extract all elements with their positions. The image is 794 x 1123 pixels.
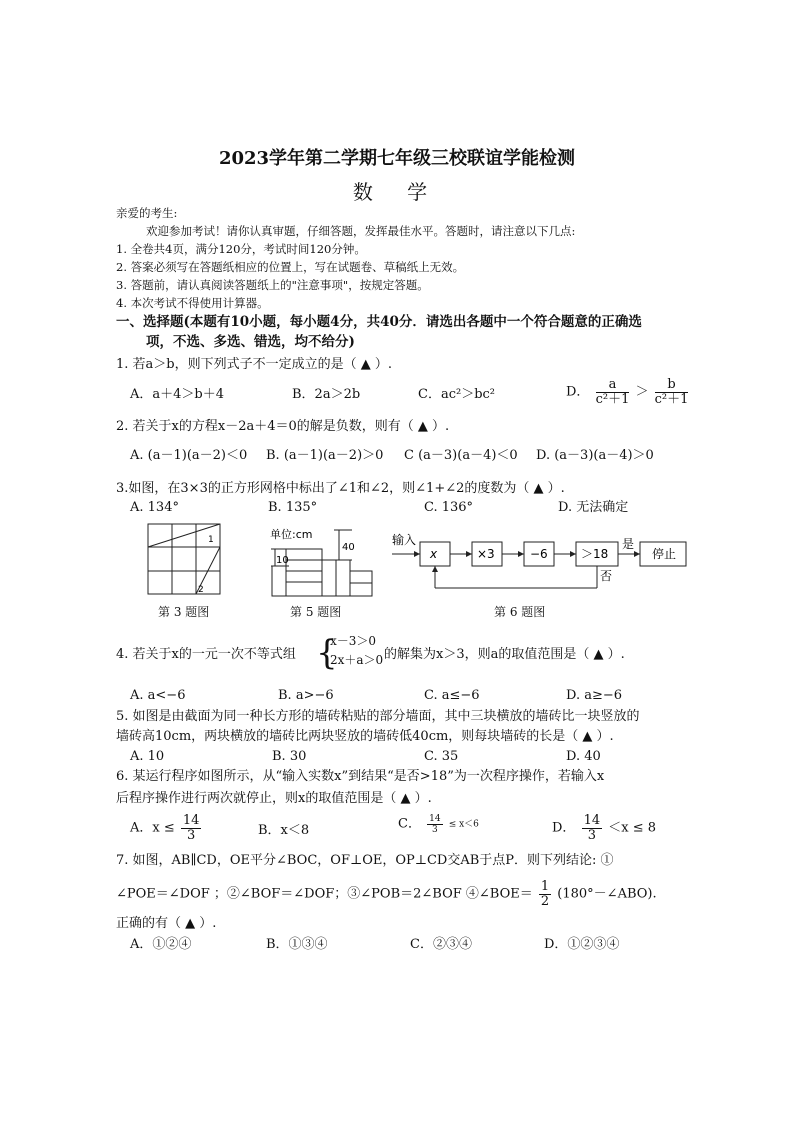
q5-option-a: A. 10	[130, 749, 165, 764]
flow-no-label: 否	[600, 569, 613, 583]
q3-option-d: D. 无法确定	[558, 500, 629, 515]
q7-option-b: B．①③④	[266, 937, 328, 952]
q4-option-a: A. a<−6	[130, 688, 186, 703]
q5-line2: 墙砖高10cm，两块横放的墙砖比两块竖放的墙砖低40cm，则每块墙砖的长是（ ▲ ）.	[116, 729, 614, 744]
figure-3-caption: 第 3 题图	[158, 605, 210, 619]
q6-line2: 后程序操作进行两次就停止，则x的取值范围是（ ▲ ）.	[116, 791, 432, 806]
figure-5-wall	[262, 522, 382, 602]
q2-option-b: B. (a－1)(a－2)＞0	[266, 448, 384, 463]
subject-title: 数 学	[352, 180, 442, 204]
section-heading-line2: 项，不选、多选、错选，均不给分)	[146, 334, 355, 350]
q3-stem: 3.如图，在3×3的正方形网格中标出了∠1和∠2，则∠1+∠2的度数为（ ▲ ）.	[116, 481, 565, 496]
flow-yes-label: 是	[622, 537, 635, 551]
q7-line1: 7. 如图，AB∥CD，OE平分∠BOC，OF⊥OE，OP⊥CD交AB于点P．则下列结论: ①	[116, 853, 614, 868]
exam-title: 2023学年第二学期七年级三校联谊学能检测	[218, 148, 576, 169]
figure-6-flowchart	[390, 526, 700, 598]
flow-input-label: 输入	[392, 533, 417, 547]
angle-1-label: 1	[208, 535, 214, 545]
q2-option-d: D. (a－3)(a－4)＞0	[536, 448, 654, 463]
angle-2-label: 2	[198, 585, 204, 595]
q1-option-d: D． $\frac{a}{\text{c²＋1}}$ ＞ $\frac{b}{\text{c²＋1}}$	[566, 377, 689, 407]
notice-item-3: 3. 答题前，请认真阅读答题纸上的"注意事项"，按规定答题。	[116, 278, 429, 292]
figure-5-caption: 第 5 题图	[290, 605, 342, 619]
greeting: 亲爱的考生:	[116, 206, 178, 220]
q2-option-c: C (a－3)(a－4)＜0	[404, 448, 518, 463]
notice-item-1: 1. 全卷共4页，满分120分，考试时间120分钟。	[116, 242, 366, 256]
section-heading-line1: 一、选择题(本题有10小题，每小题4分，共40分．请选出各题中一个符合题意的正确选	[116, 314, 642, 330]
q6-option-b: B．x＜8	[258, 823, 310, 838]
q4-brace: {	[316, 633, 338, 673]
notice-item-4: 4. 本次考试不得使用计算器。	[116, 296, 269, 310]
q4-option-d: D. a≥−6	[566, 688, 623, 703]
figure-6-caption: 第 6 题图	[494, 605, 546, 619]
q7-line2: ∠POE＝∠DOF ；②∠BOF＝∠DOF；③∠POB＝2∠BOF ④∠BOE＝ $\frac{1}{2}$ (180°－∠ABO).	[116, 879, 657, 909]
q6-line1: 6. 某运行程序如图所示，从“输入实数x”到结果“是否>18”为一次程序操作，若输入x	[116, 769, 605, 784]
q5-option-d: D. 40	[566, 749, 601, 764]
svg-text:x: x	[430, 547, 438, 561]
q1-option-b: B．2a＞2b	[292, 387, 361, 402]
q1-option-a: A．a＋4＞b＋4	[130, 387, 225, 402]
q4-stem-post: 的解集为x＞3，则a的取值范围是（ ▲ ）.	[384, 647, 625, 662]
q5-option-b: B. 30	[272, 749, 307, 764]
q2-stem: 2. 若关于x的方程x－2a＋4＝0的解是负数，则有（ ▲ ）.	[116, 419, 450, 434]
q6-option-d: D． $\frac{14}{3}$ ＜x ≤ 8	[552, 813, 657, 843]
q4-option-c: C. a≤−6	[424, 688, 480, 703]
svg-text:停止: 停止	[652, 547, 677, 561]
q4-option-b: B. a>−6	[278, 688, 334, 703]
q7-option-c: C．②③④	[410, 937, 472, 952]
q1-option-c: C．ac²＞bc²	[418, 387, 496, 402]
q7-option-a: A．①②④	[130, 937, 192, 952]
figure-5-unit: 单位:cm	[270, 528, 313, 541]
svg-text:＞18: ＞18	[581, 547, 609, 561]
q4-system-line2: 2x＋a＞0	[330, 653, 384, 667]
q4-system-line1: x－3＞0	[330, 634, 377, 648]
q7-line3: 正确的有（ ▲ ）.	[116, 916, 217, 931]
q3-option-a: A. 134°	[130, 500, 179, 515]
figure-3-grid	[144, 522, 224, 598]
q5-option-c: C. 35	[424, 749, 459, 764]
figure-5-dim-10: 10	[276, 555, 289, 566]
notice-item-2: 2. 答案必须写在答题纸相应的位置上，写在试题卷、草稿纸上无效。	[116, 260, 465, 274]
q4-stem-pre: 4. 若关于x的一元一次不等式组	[116, 647, 296, 662]
q1-stem: 1. 若a＞b，则下列式子不一定成立的是（ ▲ ）.	[116, 357, 393, 372]
svg-text:×3: ×3	[477, 547, 495, 561]
q6-option-c: C． $\frac{14}{3}$ ≤ x＜6	[398, 814, 479, 835]
q6-option-a: A．x ≤ $\frac{14}{3}$	[130, 813, 200, 843]
q3-option-c: C. 136°	[424, 500, 474, 515]
q5-line1: 5. 如图是由截面为同一种长方形的墙砖粘贴的部分墙面，其中三块横放的墙砖比一块竖放的	[116, 709, 640, 724]
notice-intro: 欢迎参加考试！请你认真审题，仔细答题，发挥最佳水平。答题时，请注意以下几点:	[146, 224, 576, 238]
q2-option-a: A. (a－1)(a－2)＜0	[130, 448, 248, 463]
q7-option-d: D．①②③④	[544, 937, 620, 952]
svg-text:−6: −6	[530, 547, 548, 561]
figure-5-dim-40: 40	[342, 542, 355, 553]
q3-option-b: B. 135°	[268, 500, 318, 515]
